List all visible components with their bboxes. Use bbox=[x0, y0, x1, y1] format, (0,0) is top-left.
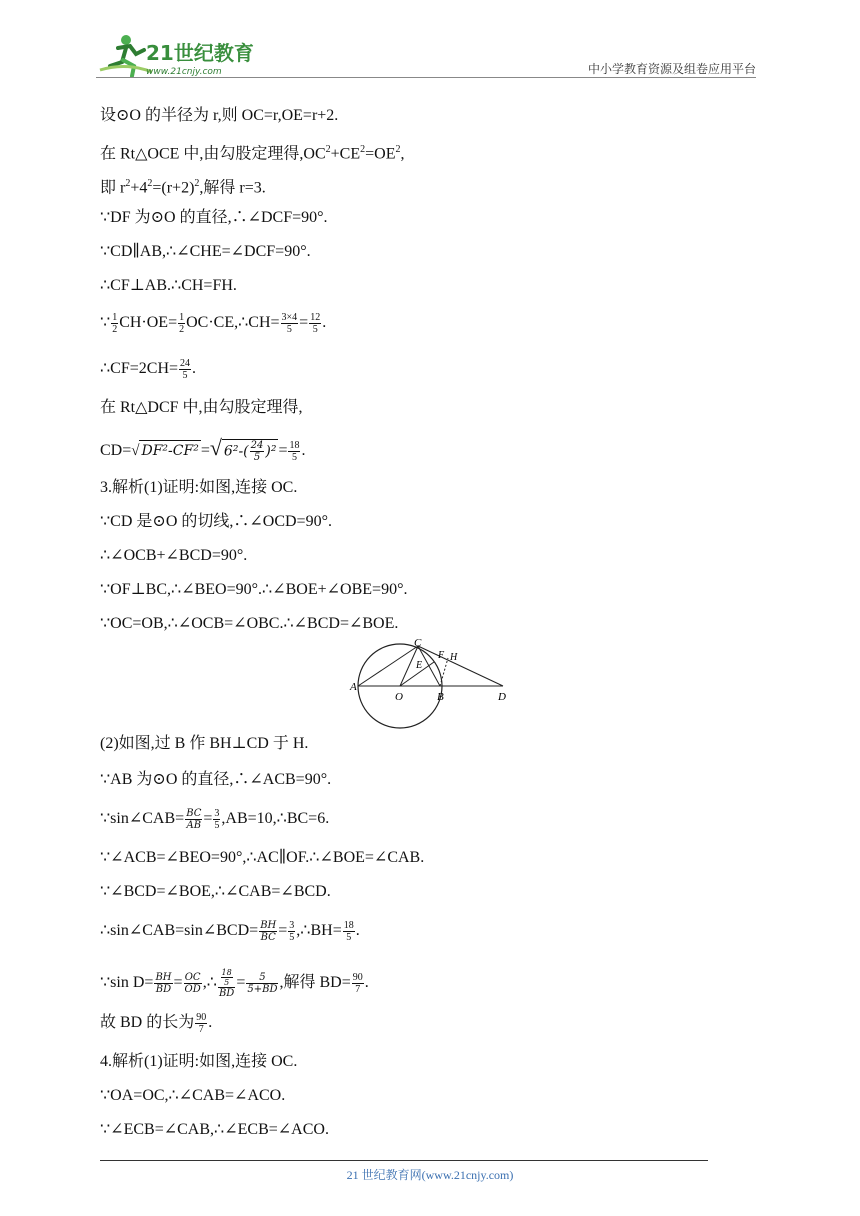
text-line: ∵∠BCD=∠BOE,∴∠CAB=∠BCD. bbox=[100, 883, 331, 900]
fraction: $\frac{90}{7}$ bbox=[196, 1012, 207, 1035]
fraction: $\frac{18}{5}$ bbox=[343, 920, 354, 943]
line-cd bbox=[418, 646, 503, 686]
line-bh bbox=[440, 658, 448, 686]
text-line: CD=√ DF²-CF² =√ 6²-( $\frac{24}{5}$ )² = $\frac{18}{5}$ . bbox=[100, 435, 306, 463]
footer-divider bbox=[100, 1160, 708, 1161]
fraction: $\frac{BC}{AB}$ bbox=[186, 808, 202, 831]
fraction: $\frac{5}{5+BD}$ bbox=[247, 972, 278, 995]
text-line: ∵∠ECB=∠CAB,∴∠ECB=∠ACO. bbox=[100, 1121, 329, 1138]
footer-text: 21 世纪教育网(www.21cnjy.com) bbox=[346, 1168, 514, 1182]
label-b: B bbox=[437, 691, 444, 703]
sqrt-expression: DF²-CF² bbox=[139, 440, 200, 461]
text-line: ∵CD∥AB,∴∠CHE=∠DCF=90°. bbox=[100, 243, 311, 260]
text-line: ∵OF⊥BC,∴∠BEO=90°.∴∠BOE+∠OBE=90°. bbox=[100, 581, 408, 598]
label-c: C bbox=[414, 638, 422, 649]
logo-text: 21世纪教育 bbox=[146, 41, 254, 65]
label-f: F bbox=[438, 650, 445, 661]
label-a: A bbox=[350, 681, 357, 693]
fraction: $\frac{1}{2}$ bbox=[179, 312, 185, 335]
header-divider bbox=[96, 77, 756, 78]
text-line: 设⊙O 的半径为 r,则 OC=r,OE=r+2. bbox=[100, 107, 339, 124]
label-o: O bbox=[395, 691, 403, 703]
text-line: 即 $r^2+4^2=(r+2)^2$,解得 r=3. bbox=[100, 178, 266, 197]
text-line: ∵DF 为⊙O 的直径,∴∠DCF=90°. bbox=[100, 209, 328, 226]
text-line: ∴CF=2CH= $\frac{24}{5}$ . bbox=[100, 358, 197, 381]
fraction: $\frac{24}{5}$ bbox=[250, 439, 264, 463]
fraction: $\frac{OC}{OD}$ bbox=[184, 972, 201, 995]
fraction: $\frac{90}{7}$ bbox=[352, 972, 363, 995]
text-line: ∵AB 为⊙O 的直径,∴∠ACB=90°. bbox=[100, 771, 332, 788]
fraction: $\frac{18}{5}$ bbox=[289, 439, 300, 463]
fraction: $\frac{24}{5}$ bbox=[180, 358, 191, 381]
text-line: ∴∠OCB+∠BCD=90°. bbox=[100, 547, 248, 564]
fraction: $\frac{12}{5}$ bbox=[310, 312, 321, 335]
text-line: ∵ $\frac{1}{2}$ CH·OE= $\frac{1}{2}$ OC·CE,∴CH= $\frac{3\times 4}{5}$ = $\frac{12}{5}$ . bbox=[100, 312, 327, 335]
text-line: 故 BD 的长为 $\frac{90}{7}$ . bbox=[100, 1012, 213, 1035]
geometry-figure bbox=[348, 638, 518, 730]
text-line: 4.解析(1)证明:如图,连接 OC. bbox=[100, 1053, 298, 1070]
fraction: $\frac{BH}{BD}$ bbox=[155, 972, 172, 995]
fraction: $\frac{3\times 4}{5}$ bbox=[281, 312, 298, 335]
text-line: 3.解析(1)证明:如图,连接 OC. bbox=[100, 479, 298, 496]
fraction: $\frac{\frac{18}{5}}{BD}$ bbox=[218, 968, 235, 999]
text-line: ∵OA=OC,∴∠CAB=∠ACO. bbox=[100, 1087, 286, 1104]
logo-url: www.21cnjy.com bbox=[146, 67, 222, 77]
text-line: ∴sin∠CAB=sin∠BCD= $\frac{BH}{BC}$ = $\frac{3}{5}$ ,∴BH= $\frac{18}{5}$ . bbox=[100, 920, 360, 943]
text-line: ∵CD 是⊙O 的切线,∴∠OCD=90°. bbox=[100, 513, 332, 530]
fraction: $\frac{1}{2}$ bbox=[112, 312, 118, 335]
text-line: ∵∠ACB=∠BEO=90°,∴AC∥OF.∴∠BOE=∠CAB. bbox=[100, 849, 425, 866]
platform-name: 中小学教育资源及组卷应用平台 bbox=[587, 62, 756, 76]
sqrt-expression: 6²-( $\frac{24}{5}$ )² bbox=[223, 439, 277, 463]
text-line: 在 Rt△OCE 中,由勾股定理得$,OC^2+CE^2=OE^2$, bbox=[100, 144, 405, 163]
text-line: ∴CF⊥AB.∴CH=FH. bbox=[100, 277, 237, 294]
text-line: (2)如图,过 B 作 BH⊥CD 于 H. bbox=[100, 735, 309, 752]
label-e: E bbox=[416, 660, 423, 671]
text-line: ∵OC=OB,∴∠OCB=∠OBC.∴∠BCD=∠BOE. bbox=[100, 615, 399, 632]
text-line: ∵sin D= $\frac{BH}{BD}$ = $\frac{OC}{OD}$ ,∴ $\frac{\frac{18}{5}}{BD}$ = $\frac{5}{5+BD}$ ,解得 BD= $\frac{90}{7}$ . bbox=[100, 968, 369, 999]
fraction: $\frac{BH}{BC}$ bbox=[260, 920, 277, 943]
label-d: D bbox=[498, 691, 506, 703]
site-logo bbox=[96, 32, 266, 80]
fraction: $\frac{3}{5}$ bbox=[214, 808, 220, 831]
fraction: $\frac{3}{5}$ bbox=[289, 920, 295, 943]
text-line: 在 Rt△DCF 中,由勾股定理得, bbox=[100, 399, 303, 416]
label-h: H bbox=[450, 652, 458, 663]
text-line: ∵sin∠CAB= $\frac{BC}{AB}$ = $\frac{3}{5}$ ,AB=10,∴BC=6. bbox=[100, 808, 330, 831]
